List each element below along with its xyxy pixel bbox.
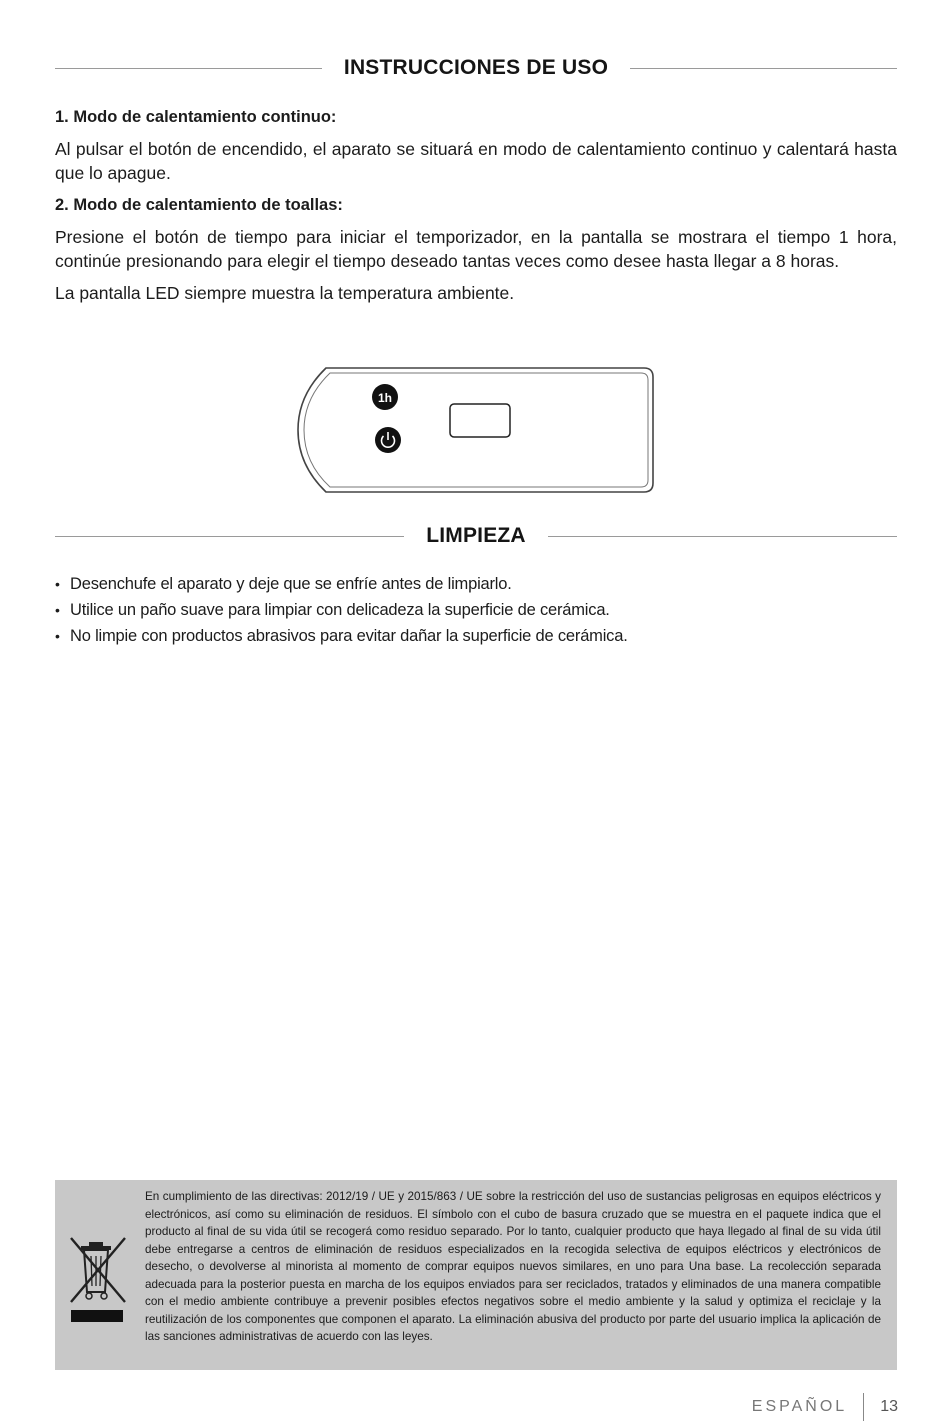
list-item: • Desenchufe el aparato y deje que se enfríe antes de limpiarlo. xyxy=(55,571,897,597)
control-panel-drawing xyxy=(296,365,656,495)
power-button-icon xyxy=(375,427,401,453)
divider-line xyxy=(630,68,897,69)
divider-line xyxy=(55,68,322,69)
list-item: • Utilice un paño suave para limpiar con delicadeza la superficie de cerámica. xyxy=(55,597,897,623)
page-footer xyxy=(752,1393,898,1421)
cleaning-list xyxy=(55,571,897,649)
page-number: 13 xyxy=(880,1398,898,1415)
crossed-bin-icon xyxy=(67,1236,131,1328)
mode2-text: Presione el botón de tiempo para iniciar el temporizador, en la pantalla se mostrara el tiempo 1 hora, continúe presionando para elegir el tiempo deseado tantas veces como desee hasta llegar a 8 horas. xyxy=(55,227,897,271)
cleaning-title: LIMPIEZA xyxy=(426,524,526,547)
instructions-body xyxy=(55,105,897,313)
divider-line xyxy=(548,536,897,537)
footer-language: ESPAÑOL xyxy=(751,1398,848,1415)
mode1-text: Al pulsar el botón de encendido, el aparato se situará en modo de calentamiento continuo y calentará hasta que lo apague. xyxy=(55,139,897,183)
mode2-heading: 2. Modo de calentamiento de toallas: xyxy=(55,196,343,214)
led-display xyxy=(450,404,510,437)
weee-notice-text: En cumplimiento de las directivas: 2012/19 / UE y 2015/863 / UE sobre la restricción del uso de sustancias peligrosas en equipos eléctricos y electrónicos, así como su eliminación de residuos. El símbolo con el cubo de basura cruzado que se muestra en el paquete indica que el producto al final de su vida útil se recogerá como residuo separado. Por lo tanto, cualquier producto que haya llegado al final de su vida útil debe entregarse a centros de eliminación de residuos especializados en la recogida selectiva de equipos eléctricos y electrónicos de desecho, o devolverse al minorista al momento de comprar equipos nuevos similares, en uno para Una base. La recolección separada adecuada para la posterior puesta en marcha de los equipos enviados para ser reciclados, tratados y eliminados de una manera compatible con el medio ambiente contribuye a prevenir posibles efectos negativos sobre el medio ambiente y la salud y optimiza el reciclaje y la reutilización de los componentes que componen el aparato. La eliminación abusiva del producto por parte del usuario implica la aplicación de las sanciones administrativas de acuerdo con las leyes. xyxy=(145,1190,881,1343)
instructions-header xyxy=(55,56,897,80)
cleaning-header xyxy=(55,524,897,548)
control-panel-illustration xyxy=(296,365,656,495)
led-text: La pantalla LED siempre muestra la temperatura ambiente. xyxy=(55,283,515,303)
timer-button-icon xyxy=(372,384,398,410)
divider-line xyxy=(55,536,404,537)
timer-button-label: 1h xyxy=(377,391,393,405)
instructions-title: INSTRUCCIONES DE USO xyxy=(343,56,609,79)
list-item: • No limpie con productos abrasivos para evitar dañar la superficie de cerámica. xyxy=(55,623,897,649)
mode1-heading: 1. Modo de calentamiento continuo: xyxy=(55,108,337,126)
footer-separator xyxy=(863,1393,864,1421)
weee-notice-box xyxy=(55,1180,897,1370)
